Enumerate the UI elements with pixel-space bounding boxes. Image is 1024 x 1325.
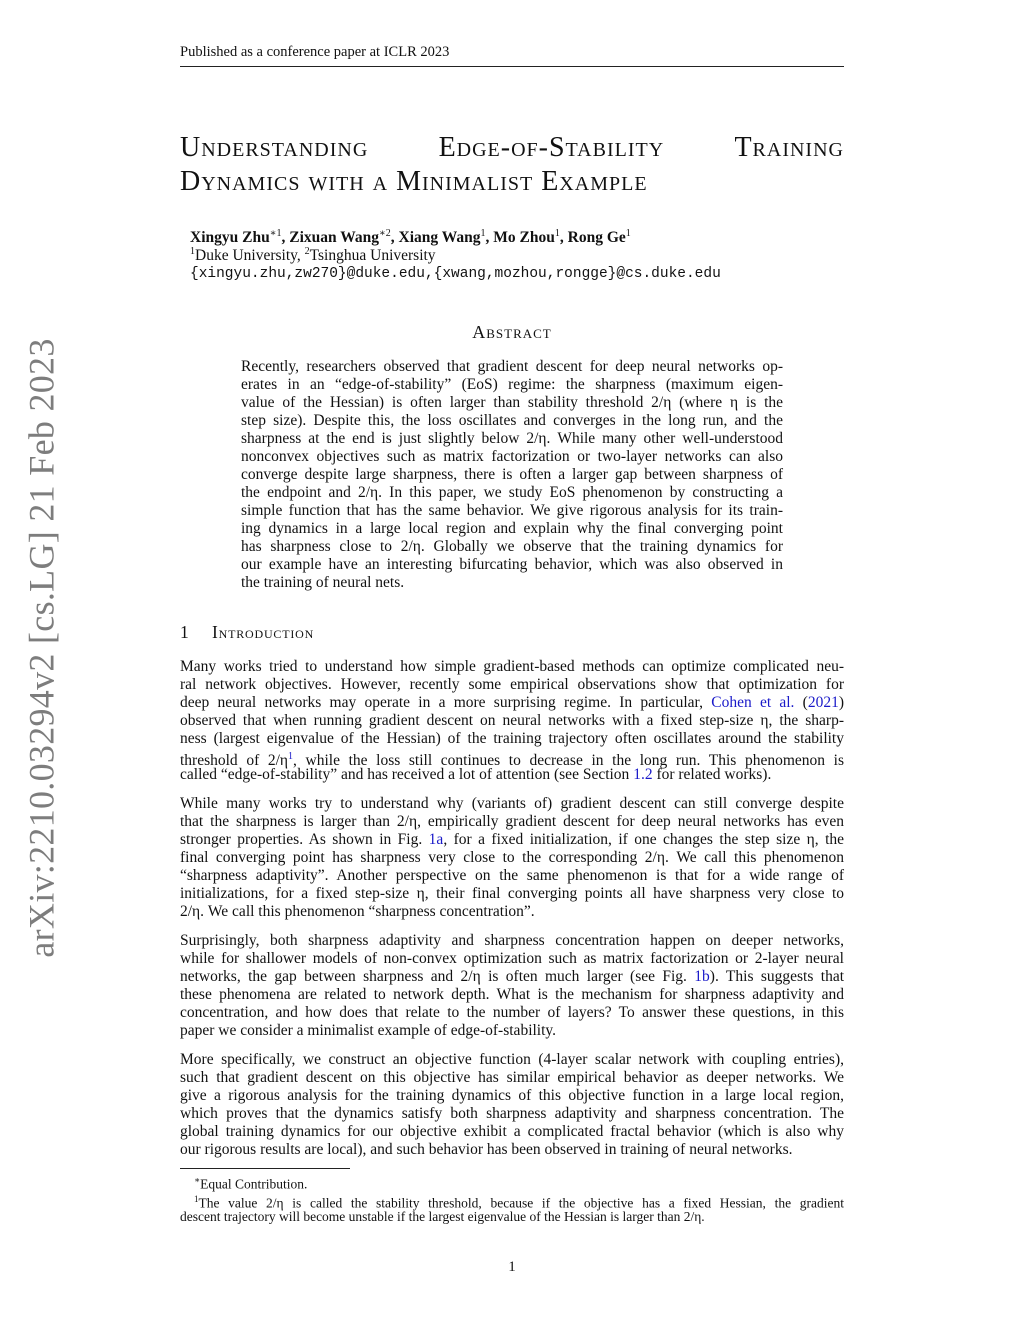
footnote-1-line-1 [180, 1191, 844, 1211]
section-number: 1 [180, 622, 189, 642]
body-line: paper we consider a minimalist example of edge-of-stability. [180, 1022, 557, 1039]
body-text: deep neural networks may operate in a more surprising regime. In particular, [180, 694, 703, 711]
footnote-link[interactable]: 1 [288, 751, 294, 762]
affil-mark: 1 [190, 246, 195, 257]
running-header: Published as a conference paper at ICLR 2023 [180, 44, 450, 60]
figure-ref-link[interactable]: 1a [428, 831, 444, 848]
abstract-heading: Abstract [472, 322, 552, 342]
footnote-rule [180, 1168, 350, 1169]
body-line: give a rigorous analysis for the training dynamics of this objective function in a large local region, [180, 1087, 844, 1104]
abstract-line: converge despite large sharpness, there is often a larger gap between sharpness of [241, 466, 783, 483]
body-line [180, 748, 844, 770]
author-name: Xiang Wang [398, 229, 481, 247]
body-line [180, 831, 844, 849]
body-line: these phenomena are related to network depth. What is the mechanism for sharpness adaptivity and [180, 986, 844, 1003]
body-line: ness (largest eigenvalue of the Hessian) of the training trajectory often oscillates around the stability [180, 730, 844, 747]
body-line: while for shallower models of non-convex optimization such as matrix factorization or 2-layer neural [180, 950, 844, 967]
author-name: Xingyu Zhu [190, 229, 270, 247]
body-text: called “edge-of-stability” and has received a lot of attention (see Section [180, 766, 630, 783]
body-line: ral network objectives. However, recently some empirical observations show that optimization for [180, 676, 844, 693]
affil-name: Duke University, [195, 247, 301, 265]
body-text: threshold of 2/η [180, 752, 289, 770]
author-name: Mo Zhou [493, 229, 555, 247]
affiliations [190, 246, 436, 265]
author-mark: 1 [554, 228, 560, 239]
arxiv-stamp [12, 338, 72, 958]
body-line [180, 968, 844, 986]
abstract-line: nonconvex objectives such as matrix factorization or two-layer networks can also [241, 448, 783, 465]
abstract-line: ing dynamics in a large local region and explain why the final converging point [241, 520, 783, 537]
body-line: such that gradient descent on this objective has similar empirical behavior as deeper networks. We [180, 1069, 844, 1086]
body-text: , while the loss still continues to decrease in the long run. This phenomenon is [293, 752, 844, 770]
page-number: 1 [508, 1259, 516, 1275]
abstract-line: step size). Despite this, the loss oscillates and converges in the long run, and the [241, 412, 783, 429]
body-text: for related works). [656, 766, 772, 783]
citation-link[interactable]: Cohen et al. [711, 694, 795, 711]
body-text: , for a fixed initialization, if one changes the step size η, the [443, 831, 845, 848]
body-text: ). This suggests that [709, 968, 845, 985]
author-emails: {xingyu.zhu,zw270}@duke.edu,{xwang,mozhou,rongge}@cs.duke.edu [190, 266, 721, 282]
abstract-line: value of the Hessian) is often larger than stability threshold 2/η (where η is the [241, 394, 783, 411]
section-title: Introduction [212, 622, 315, 642]
abstract-line: has sharpness close to 2/η. Globally we observe that the training dynamics for [241, 538, 783, 555]
body-line: initializations, for a fixed step-size η, their final converging points all have sharpness very close to [180, 885, 844, 902]
body-line: “sharpness adaptivity”. Another perspective on the same phenomenon is that for a wide range of [180, 867, 844, 884]
author-list: Xingyu Zhu$^{∗1}$, Zixuan Wang$^{∗2}$, Xiang Wang$^1$, Mo Zhou$^1$, Rong Ge$^1$ [190, 228, 631, 247]
footnote-equal-contribution [180, 1172, 844, 1192]
header-rule [180, 66, 844, 67]
affil-name: Tsinghua University [309, 247, 436, 265]
abstract-line: the endpoint and 2/η. In this paper, we study EoS phenomenon by constructing a [241, 484, 783, 501]
abstract-line: the training of neural nets. [241, 574, 405, 591]
footnote-text: Equal Contribution. [200, 1176, 308, 1192]
footnote-1-line-2: descent trajectory will become unstable if the largest eigenvalue of the Hessian is larger than 2/η. [180, 1209, 705, 1224]
body-text: networks, the gap between sharpness and 2/η is often much larger (see Fig. [180, 968, 687, 985]
footnote-mark: 1 [194, 1194, 199, 1204]
author-name: Rong Ge [567, 229, 626, 247]
author-mark: 1 [625, 228, 631, 239]
author-name: Zixuan Wang [289, 229, 379, 247]
body-line: concentration, and how does that relate to the number of layers? To answer these questions, in this [180, 1004, 844, 1021]
body-line: More specifically, we construct an objective function (4-layer scalar network with coupling entries), [180, 1051, 844, 1068]
body-line: deep neural networks may operate in a more surprising regime. In particular, Cohen et al. (2021) [180, 694, 845, 711]
body-line: our rigorous results are local), and such behavior has been observed in training of neural networks. [180, 1141, 793, 1158]
title-word: Edge-of-Stability [438, 132, 665, 163]
affil-mark: 2 [304, 246, 310, 257]
title-word: Training [734, 132, 844, 163]
abstract-line: sharpness at the end is just slightly below 2/η. While many other well-understood [241, 430, 783, 447]
paper-title-line-1 [180, 132, 844, 164]
footnote-text: The value 2/η is called the stability threshold, because if the objective has a fixed Hessian, the gradient [198, 1195, 844, 1211]
body-line [180, 766, 844, 784]
author-mark: 1 [480, 228, 486, 239]
body-line: which proves that the dynamics satisfy both sharpness adaptivity and sharpness concentration. The [180, 1105, 844, 1122]
footnote-mark: ∗ [194, 1175, 201, 1185]
body-line: While many works try to understand why (variants of) gradient descent can still converge despite [180, 795, 844, 812]
citation-year-link[interactable]: 2021 [807, 694, 839, 711]
paper-title-line-2: Dynamics with a Minimalist Example [180, 166, 648, 197]
title-word: Understanding [180, 132, 369, 163]
author-mark: ∗1 [269, 228, 282, 239]
abstract-line: our example have an interesting bifurcating behavior, which was also observed in [241, 556, 783, 573]
body-line: global training dynamics for our objective exhibit a complicated fractal behavior (which is also why [180, 1123, 844, 1140]
body-line: Surprisingly, both sharpness adaptivity and sharpness concentration happen on deeper networks, [180, 932, 844, 949]
section-ref-link[interactable]: 1.2 [633, 766, 653, 783]
body-line: final converging point has sharpness very close to the corresponding 2/η. We call this phenomenon [180, 849, 844, 866]
figure-ref-link[interactable]: 1b [694, 968, 710, 985]
body-line: observed that when running gradient descent on neural networks with a fixed step-size η, the sharp- [180, 712, 844, 729]
arxiv-id: arXiv:2210.03294v2 [cs.LG] 21 Feb 2023 [22, 338, 63, 958]
body-text: stronger properties. As shown in Fig. [180, 831, 423, 848]
body-line: Many works tried to understand how simple gradient-based methods can optimize complicated neu- [180, 658, 844, 675]
abstract-line: erates in an “edge-of-stability” (EoS) regime: the sharpness (maximum eigen- [241, 376, 783, 393]
body-line: 2/η. We call this phenomenon “sharpness concentration”. [180, 903, 535, 920]
abstract-line: Recently, researchers observed that gradient descent for deep neural networks op- [241, 358, 783, 375]
abstract-line: simple function that has the same behavior. We give rigorous analysis for its train- [241, 502, 783, 519]
section-heading-introduction [180, 622, 314, 643]
author-mark: ∗2 [379, 228, 391, 239]
body-line: that the sharpness is larger than 2/η, empirically gradient descent for deep neural networks has even [180, 813, 844, 830]
